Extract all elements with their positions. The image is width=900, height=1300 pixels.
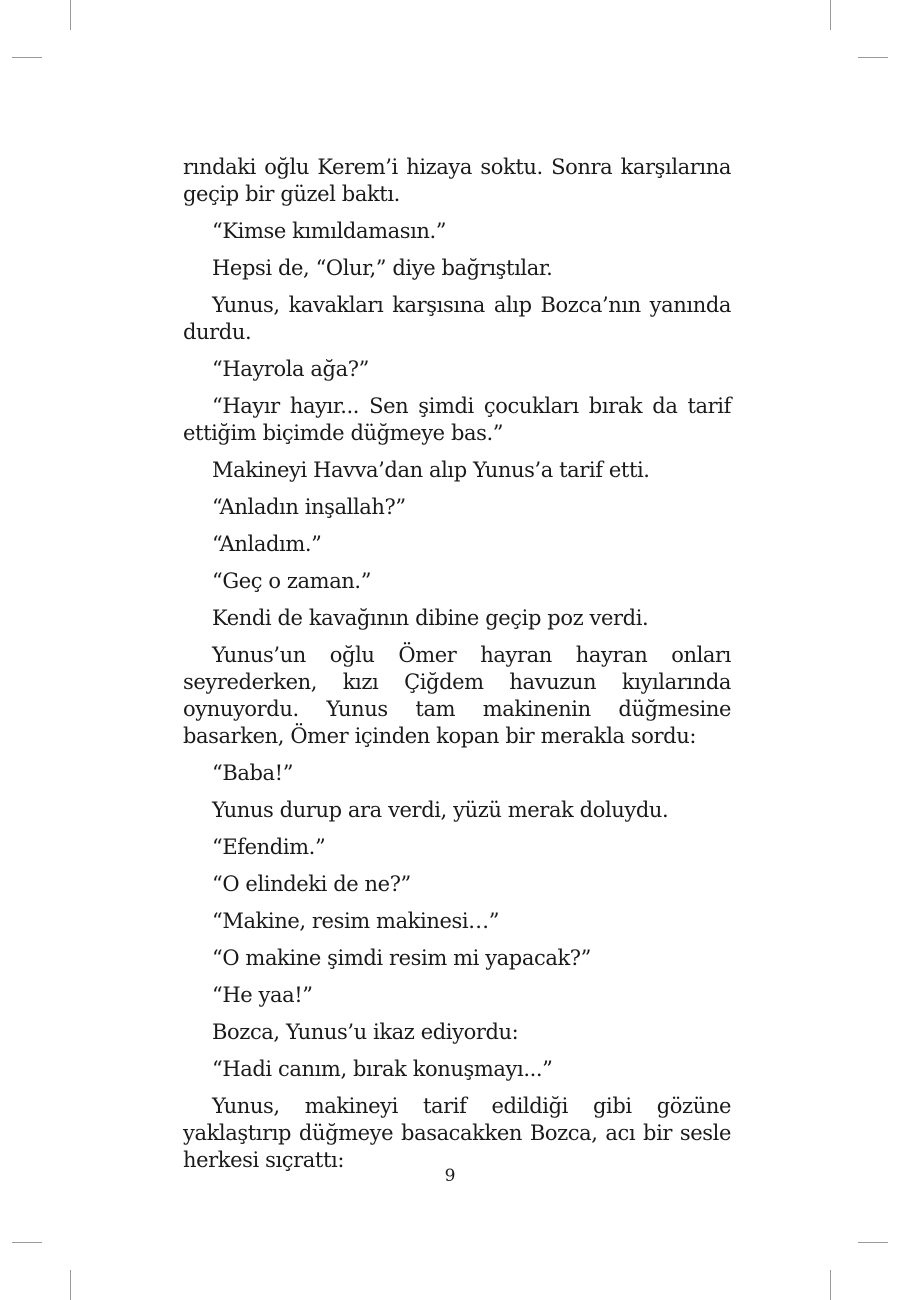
crop-mark-top-right-horizontal [858, 57, 888, 58]
paragraph: “O makine şimdi resim mi yapacak?” [212, 946, 591, 970]
crop-mark-bottom-left-horizontal [12, 1242, 42, 1243]
paragraph: Yunus, kavakları karşısına alıp Bozca’nın yanında durdu. [183, 293, 731, 344]
paragraph: Kendi de kavağının dibine geçip poz verdi. [212, 606, 649, 630]
paragraph: “O elindeki de ne?” [212, 872, 411, 896]
paragraph: “Hadi canım, bırak konuşmayı...” [212, 1057, 553, 1081]
crop-mark-top-left-vertical [70, 0, 71, 30]
paragraph: “Anladın inşallah?” [212, 495, 406, 519]
paragraph: “Anladım.” [212, 532, 322, 556]
crop-mark-bottom-right-horizontal [858, 1242, 888, 1243]
paragraph: “Baba!” [212, 761, 294, 785]
paragraph: rındaki oğlu Kerem’i hizaya soktu. Sonra karşılarına geçip bir güzel baktı. [183, 155, 731, 206]
paragraph: Yunus, makineyi tarif edildiği gibi gözüne yaklaştırıp düğmeye basacakken Bozca, acı bir sesle herkesi sıçrattı: [183, 1094, 731, 1172]
paragraph: Makineyi Havva’dan alıp Yunus’a tarif etti. [212, 458, 650, 482]
crop-mark-top-right-vertical [830, 0, 831, 30]
crop-mark-bottom-right-vertical [830, 1270, 831, 1300]
paragraph: Bozca, Yunus’u ikaz ediyordu: [212, 1020, 519, 1044]
paragraph: “Hayır hayır... Sen şimdi çocukları bırak da tarif ettiğim biçimde düğmeye bas.” [183, 394, 731, 445]
paragraph: Yunus’un oğlu Ömer hayran hayran onları seyrederken, kızı Çiğdem havuzun kıyılarında oynuyordu. Yunus tam makinenin düğmesine basarken, Ömer içinden kopan bir merakla sordu: [183, 643, 731, 748]
paragraph: “He yaa!” [212, 983, 313, 1007]
body-text [183, 154, 731, 1184]
paragraph: Yunus durup ara verdi, yüzü merak doluydu. [212, 798, 669, 822]
paragraph: “Makine, resim makinesi…” [212, 909, 500, 933]
paragraph: “Efendim.” [212, 835, 326, 859]
crop-mark-top-left-horizontal [12, 57, 42, 58]
paragraph: “Hayrola ağa?” [212, 357, 369, 381]
paragraph: “Geç o zaman.” [212, 569, 372, 593]
crop-mark-bottom-left-vertical [70, 1270, 71, 1300]
page-number: 9 [444, 1166, 456, 1186]
paragraph: “Kimse kımıldamasın.” [212, 219, 447, 243]
paragraph: Hepsi de, “Olur,” diye bağrıştılar. [212, 256, 553, 280]
